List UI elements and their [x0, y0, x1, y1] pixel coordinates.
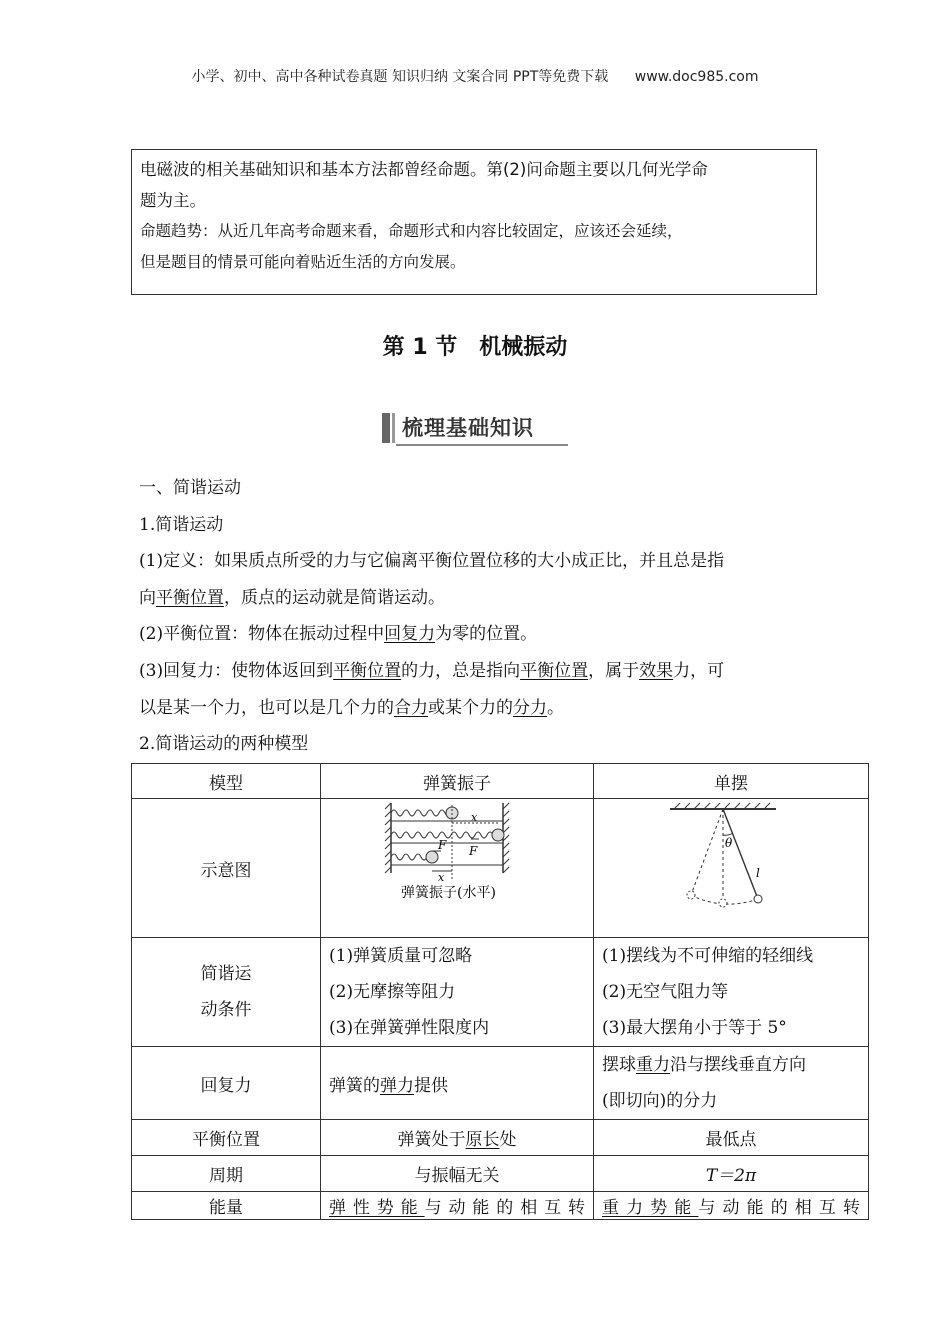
banner-bar-icon-thin	[392, 413, 395, 443]
pendulum-conditions	[594, 938, 869, 1047]
spring-x-label-top: x	[471, 811, 478, 824]
banner-underline	[396, 444, 568, 446]
intro-line-1: 电磁波的相关基础知识和基本方法都曾经命题。第(2)问命题主要以几何光学命	[140, 160, 708, 179]
subheading-two-models: 2.简谐运动的两种模型	[139, 734, 309, 755]
blank-answer: 合力	[394, 697, 428, 718]
spring-equilibrium	[321, 1120, 594, 1156]
text: 处	[499, 1130, 517, 1150]
text: 为零的位置。	[435, 624, 538, 645]
spring-restoring	[321, 1047, 594, 1120]
spring-conditions	[321, 938, 594, 1047]
models-table	[131, 763, 869, 1220]
intro-line-4: 但是题目的情景可能向着贴近生活的方向发展。	[140, 253, 466, 271]
text: 提供	[414, 1075, 448, 1096]
spring-period: 与振幅无关	[321, 1156, 594, 1192]
blank-answer: 重力	[636, 1055, 670, 1075]
page-header	[0, 66, 950, 86]
header-pendulum: 单摆	[594, 764, 869, 799]
header-model: 模型	[132, 764, 321, 799]
restoring-line-1	[139, 653, 819, 690]
spring-F-label-right: F	[469, 844, 478, 858]
header-text: 小学、初中、高中各种试卷真题 知识归纳 文案合同 PPT等免费下载	[191, 69, 609, 85]
page-title: 第 1 节 机械振动	[382, 335, 568, 360]
text: 。	[547, 697, 564, 718]
blank-answer: 分力	[513, 697, 547, 718]
spring-energy	[321, 1192, 594, 1220]
text: 力，可	[673, 660, 725, 681]
label-conditions	[132, 938, 321, 1047]
blank-answer: 弹力	[380, 1075, 414, 1096]
definition-line-2	[139, 580, 819, 617]
text: ，质点的运动就是简谐运动。	[224, 587, 445, 608]
blank-answer: 弹性势能	[329, 1198, 425, 1218]
spring-condition-1: (1)弹簧质量可忽略	[329, 946, 473, 966]
pendulum-diagram-cell	[594, 799, 869, 938]
spring-F-label-left: F	[438, 838, 447, 852]
text: 弹簧的	[329, 1075, 380, 1096]
table-row-period	[132, 1156, 869, 1192]
label-energy: 能量	[132, 1192, 321, 1220]
blank-answer: 原长	[465, 1130, 500, 1150]
table-header-row	[132, 764, 869, 799]
pendulum-period: T＝2π	[594, 1156, 869, 1192]
pendulum-restoring-line-2: (即切向)的分力	[602, 1091, 718, 1111]
text: ，属于	[588, 660, 640, 681]
table-row-energy	[132, 1192, 869, 1220]
text: 的力，总是指向	[401, 660, 521, 681]
pendulum-restoring	[594, 1047, 869, 1120]
label-conditions-line-2: 动条件	[200, 1000, 252, 1020]
pendulum-energy	[594, 1192, 869, 1220]
text: 摆球	[602, 1055, 636, 1075]
pendulum-diagram	[594, 799, 852, 932]
header-url[interactable]: www.doc985.com	[634, 69, 759, 85]
subheading-simple-harmonic: 1.简谐运动	[139, 514, 224, 535]
section-banner-text: 梳理基础知识	[402, 416, 534, 440]
content-body	[139, 470, 819, 763]
label-restoring: 回复力	[132, 1047, 321, 1120]
equilibrium-line	[139, 616, 819, 653]
pendulum-theta: θ	[725, 836, 733, 850]
pendulum-condition-3: (3)最大摆角小于等于 5°	[602, 1018, 787, 1038]
intro-box	[131, 149, 817, 295]
label-period: 周期	[132, 1156, 321, 1192]
table-row-conditions	[132, 938, 869, 1047]
spring-condition-2: (2)无摩擦等阻力	[329, 982, 456, 1002]
pendulum-condition-2: (2)无空气阻力等	[602, 982, 729, 1002]
spring-condition-3: (3)在弹簧弹性限度内	[329, 1018, 490, 1038]
text: (3)回复力：使物体返回到	[139, 660, 334, 681]
blank-answer: 回复力	[384, 624, 436, 645]
pendulum-equilibrium: 最低点	[594, 1120, 869, 1156]
spring-x-label-bottom: x	[438, 871, 445, 884]
restoring-line-2	[139, 690, 819, 727]
text: 沿与摆线垂直方向	[670, 1055, 806, 1075]
table-row-restoring	[132, 1047, 869, 1120]
spring-caption: 弹簧振子(水平)	[401, 885, 496, 901]
pendulum-l: l	[756, 866, 760, 880]
spring-oscillator-diagram	[321, 799, 577, 932]
text: 与动能的相互转	[424, 1198, 586, 1218]
definition-line-1: (1)定义：如果质点所受的力与它偏离平衡位置位移的大小成正比，并且总是指	[139, 551, 725, 572]
blank-answer: 平衡位置	[520, 660, 589, 681]
heading-simple-harmonic: 一、简谐运动	[139, 478, 241, 498]
intro-line-2: 题为主。	[140, 191, 206, 210]
blank-answer: 平衡位置	[333, 660, 402, 681]
pendulum-restoring-line-1	[602, 1047, 860, 1083]
intro-line-3: 命题趋势：从近几年高考命题来看，命题形式和内容比较固定，应该还会延续，	[140, 222, 683, 240]
text: 向	[139, 587, 156, 608]
blank-answer: 效果	[639, 660, 674, 681]
text: 与动能的相互转	[698, 1198, 861, 1218]
blank-answer: 平衡位置	[156, 587, 224, 608]
label-conditions-line-1: 简谐运	[200, 964, 252, 984]
text: 弹簧处于	[397, 1130, 466, 1150]
header-spring: 弹簧振子	[321, 764, 594, 799]
blank-answer: 重力势能	[602, 1198, 699, 1218]
banner-bar-icon	[382, 413, 390, 443]
spring-diagram-cell	[321, 799, 594, 938]
label-diagram: 示意图	[132, 799, 321, 938]
text: 或某个力的	[428, 697, 513, 718]
text: (2)平衡位置：物体在振动过程中	[139, 624, 385, 645]
text: 以是某一个力，也可以是几个力的	[139, 697, 394, 718]
table-row-diagram	[132, 799, 869, 938]
table-row-equilibrium	[132, 1120, 869, 1156]
section-banner	[382, 410, 568, 446]
pendulum-condition-1: (1)摆线为不可伸缩的轻细线	[602, 946, 814, 966]
label-equilibrium: 平衡位置	[132, 1120, 321, 1156]
